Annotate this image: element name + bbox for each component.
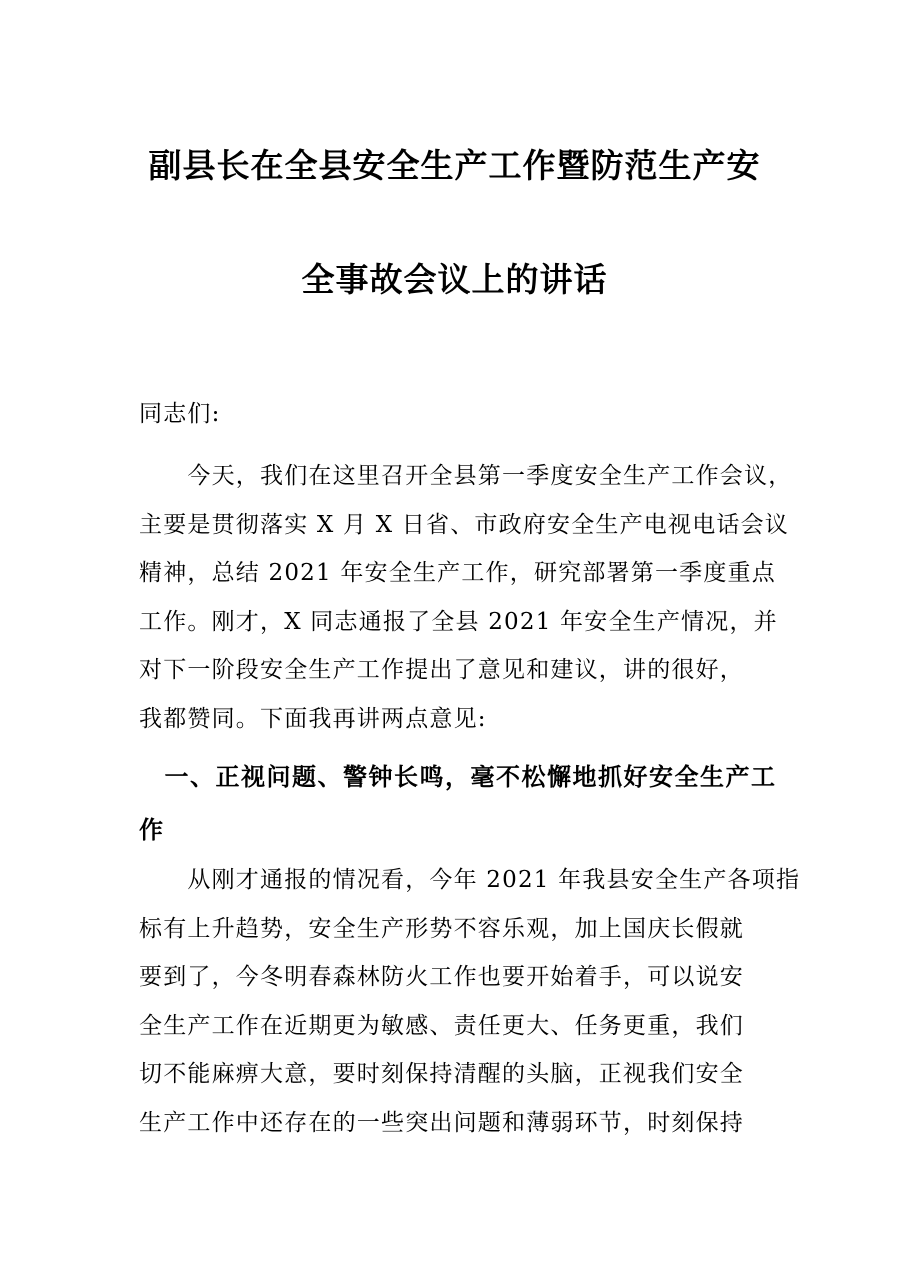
paragraph-line: 对下一阶段安全生产工作提出了意见和建议，讲的很好，	[139, 657, 744, 683]
paragraph-line: 生产工作中还存在的一些突出问题和薄弱环节，时刻保持	[139, 1109, 744, 1136]
section-heading-line: 一、正视问题、警钟长鸣，毫不松懈地抓好安全生产工	[139, 762, 777, 791]
section-heading-line: 作	[139, 815, 165, 844]
paragraph-line: 精神，总结 2021 年安全生产工作，研究部署第一季度重点	[139, 560, 776, 586]
paragraph-line: 切不能麻痹大意，要时刻保持清醒的头脑，正视我们安全	[139, 1061, 744, 1087]
section-heading-1	[139, 750, 779, 856]
paragraph-line: 我都赞同。下面我再讲两点意见:	[139, 705, 487, 732]
salutation: 同志们:	[139, 401, 221, 427]
paragraph-line: 工作。刚才，X 同志通报了全县 2021 年安全生产情况，并	[139, 608, 778, 635]
paragraph-line: 今天，我们在这里召开全县第一季度安全生产工作会议，	[139, 463, 793, 489]
paragraph-2	[139, 856, 801, 1147]
paragraph-line: 要到了，今冬明春森林防火工作也要开始着手，可以说安	[139, 964, 744, 990]
document-title-line-2: 全事故会议上的讲话	[301, 260, 608, 299]
paragraph-line: 从刚才通报的情况看，今年 2021 年我县安全生产各项指	[139, 867, 801, 893]
paragraph-1	[139, 452, 793, 743]
paragraph-line: 标有上升趋势，安全生产形势不容乐观，加上国庆长假就	[139, 915, 744, 942]
paragraph-line: 主要是贯彻落实 X 月 X 日省、市政府安全生产电视电话会议	[139, 511, 789, 538]
paragraph-line: 全生产工作在近期更为敏感、责任更大、任务更重，我们	[139, 1012, 744, 1039]
document-title-line-1: 副县长在全县安全生产工作暨防范生产安	[148, 146, 761, 185]
